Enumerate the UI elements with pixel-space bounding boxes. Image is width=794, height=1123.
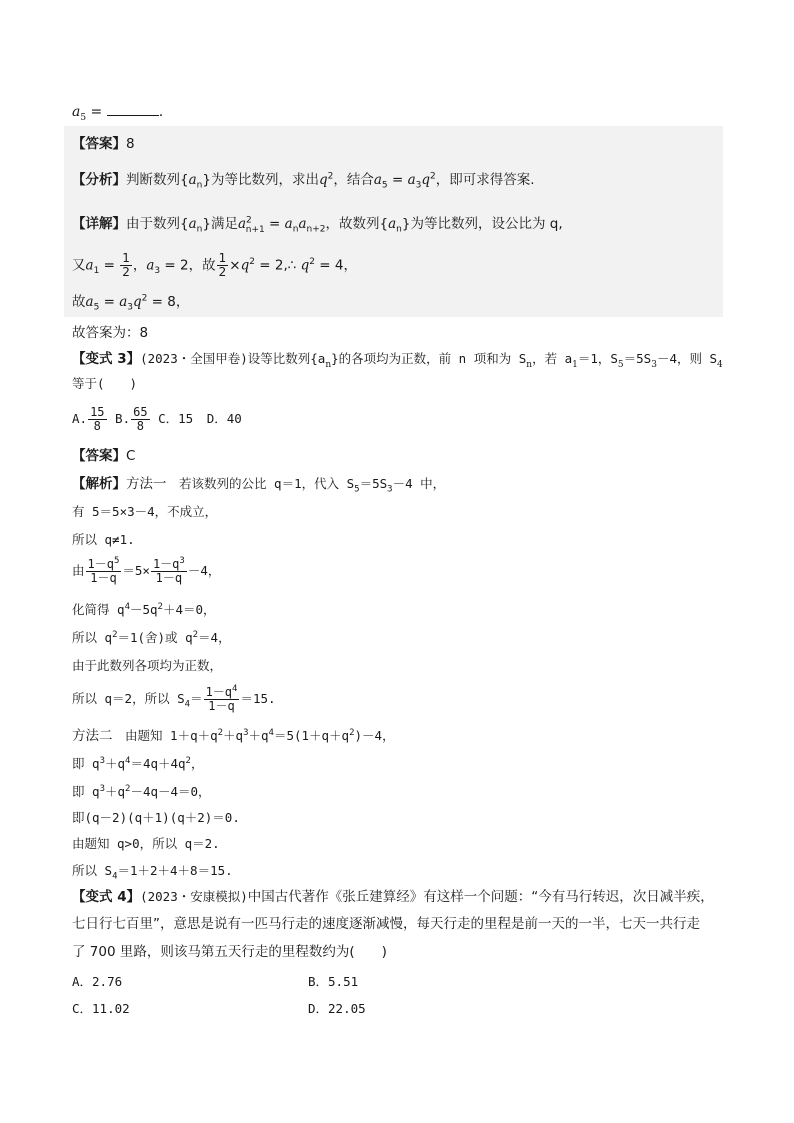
variant3-stem-line1: 【变式 3】(2023・全国甲卷)设等比数列$\{a_n\}$的各项均为正数，前 n 项和为 $S_n$，若 $a_1=1$，$S_5=5S_3-4$，则 $S_4$ — [72, 351, 723, 370]
m1-l3b: ＝5× — [122, 563, 150, 578]
answer-blank — [107, 103, 159, 116]
m1-l4a: 化简得 q — [72, 602, 125, 617]
m2-line2: 即 $q^3+q^2-4q-4=0$， — [72, 783, 211, 799]
v3-stem-2: }的各项均为正数，前 n 项和为 S — [331, 351, 527, 366]
variant3-answer-value: C — [126, 448, 136, 464]
period: . — [158, 104, 164, 120]
m2-l1a: 即 q — [72, 756, 100, 771]
variant4-options-row2 — [72, 999, 366, 1019]
m1-l2: 所以 q≠1. — [72, 532, 135, 547]
m1-l3a: 由 — [72, 563, 85, 578]
m1-line4: 化简得 $q^4-5q^2+4=0$， — [72, 601, 216, 617]
answer-label: 【答案】 — [72, 136, 126, 152]
detail-line3-text: 故 — [72, 294, 86, 310]
m1-l7a: 所以 q＝2，所以 S — [72, 691, 185, 706]
m1-l5b: ＝1(舍)或 q — [117, 630, 193, 645]
v4-option-b: B．5.51 — [308, 974, 359, 989]
v3-stem-4: ＝1，S — [577, 351, 618, 366]
v3-stem-3: ，若 a — [532, 351, 573, 366]
m1-l3c: －4， — [187, 563, 221, 578]
question-tail: $a_5$ = . — [72, 104, 164, 123]
detail-line2-c: ，故 — [188, 257, 216, 274]
variant3-answer-label: 【答案】 — [72, 448, 126, 464]
m2-l0e: )－4， — [354, 728, 395, 743]
option-b-fraction: $\frac{65}{8}$ — [133, 405, 148, 433]
m2-l3: 即(q－2)(q＋1)(q＋2)＝0. — [72, 810, 240, 825]
detail-text-2: 满足 — [210, 216, 238, 232]
equals-sign: = — [90, 104, 103, 120]
v3-stem-5: ＝5S — [623, 351, 652, 366]
m1-l4c: ＋4＝0， — [162, 602, 216, 617]
final-answer-line — [72, 323, 148, 343]
m1-l0b: ＝5S — [359, 476, 388, 491]
v4-option-a: A．2.76 — [72, 974, 123, 989]
variant3-label: 【变式 3】 — [72, 351, 141, 367]
detail-line-3: 故$a_5 = a_3q^2 = 8$， — [72, 293, 190, 313]
m1-line5: 所以 $q^2=1$(舍)或 $q^2=4$， — [72, 629, 231, 645]
m2-l2a: 即 q — [72, 784, 100, 799]
answer-value: 8 — [126, 136, 135, 152]
v3-stem-1: 设等比数列{a — [247, 351, 326, 366]
m2-l0c: ＋q — [248, 728, 269, 743]
m1-line2 — [72, 530, 135, 550]
variant3-stem-line2 — [72, 374, 137, 394]
variant3-source: (2023・全国甲卷) — [140, 351, 248, 366]
variant3-answer — [72, 446, 135, 466]
m1-l1: 有 5＝5×3－4，不成立， — [72, 504, 218, 519]
m2-l5b: ＝1＋2＋4＋8＝15. — [117, 863, 233, 878]
fraction-q4: $\frac{1-q^4}{1-q}$ — [205, 684, 238, 713]
m2-l1b: ＋q — [104, 756, 126, 771]
m2-l0a: 由题知 1＋q＋q — [125, 728, 218, 743]
variant4-stem-line2 — [72, 914, 700, 934]
method1-title: 方法一 — [126, 476, 167, 492]
v4-stem-l1: 中国古代著作《张丘建算经》有这样一个问题：“今有马行转迟，次日减半疾， — [247, 889, 714, 905]
detail-label: 【详解】 — [72, 216, 126, 232]
m1-line3 — [72, 556, 220, 586]
m2-line5: 所以 $S_4=1+2+4+8=15$. — [72, 863, 233, 882]
m2-line4 — [72, 834, 220, 854]
analysis-text-1: 判断数列 — [126, 172, 180, 188]
m1-l0: 若该数列的公比 q＝1，代入 S — [179, 476, 355, 491]
detail-text-3: ，故数列 — [325, 216, 380, 232]
m2-l1c: ＝4q＋4q — [130, 756, 186, 771]
analysis-text-2: 为等比数列，求出 — [210, 172, 319, 188]
m1-line1 — [72, 502, 217, 522]
fraction-q3: $\frac{1-q^3}{1-q}$ — [152, 556, 185, 585]
m1-line0: 【解析】方法一 若该数列的公比 q＝1，代入 $S_5=5S_3-4$ 中， — [72, 476, 446, 495]
variant3-options — [72, 404, 242, 434]
detail-line-2: 又$a_1$ = $\frac{1}{2}$ ，$a_3 = 2$，故 $\frac{1}{2}$ $\times q^2$ = 2,∴ $q^2 = 4$， — [72, 251, 357, 279]
m1-l7b: ＝ — [190, 691, 203, 706]
analysis-label: 【分析】 — [72, 172, 126, 188]
method2-title: 方法二 — [72, 728, 113, 744]
detail-line2-d: ， — [343, 257, 357, 274]
m2-l0d: ＝5(1＋q＋q — [273, 728, 350, 743]
m1-line7: 所以 q＝2，所以 $S_4=$ $\frac{1-q^4}{1-q}$ ＝15. — [72, 684, 276, 713]
m2-l0b: ＋q — [223, 728, 244, 743]
v4-stem-l2: 七日行七百里”，意思是说有一匹马行走的速度逐渐减慢，每天行走的里程是前一天的一半，七天一共行走 — [72, 916, 700, 932]
analysis-line: 【分析】判断数列$\{a_n\}$为等比数列，求出$q^2$，结合$a_5 = a_3q^2$，即可求得答案. — [72, 171, 535, 191]
detail-line3-end: ， — [175, 294, 190, 310]
fraction-one-half-2: $\frac{1}{2}$ — [218, 251, 227, 279]
m2-l1d: ， — [190, 756, 204, 771]
option-a-fraction: $\frac{15}{8}$ — [90, 405, 105, 433]
option-c: C．15 — [158, 411, 194, 426]
fraction-one-half: $\frac{1}{2}$ — [122, 251, 130, 279]
v3-stem-6: －4，则 S — [656, 351, 718, 366]
variant4-options-row1 — [72, 972, 359, 992]
v4-option-c: C．11.02 — [72, 1001, 130, 1016]
option-a-label: A. — [72, 411, 88, 426]
option-d: D．40 — [206, 411, 242, 426]
detail-text-4: 为等比数列，设公比为 q, — [410, 216, 563, 232]
m2-line3 — [72, 808, 240, 828]
v4-stem-l3: 了 700 里路，则该马第五天行走的里程数约为( ) — [72, 944, 387, 960]
detail-line-1: 【详解】由于数列$\{a_n\}$满足$a^2_{n+1} = a_na_{n+2}$，故数列$\{a_n\}$为等比数列，设公比为 q, — [72, 215, 563, 235]
variant4-stem-line1 — [72, 887, 714, 907]
m1-l7c: ＝15. — [240, 691, 276, 706]
m1-l5c: ＝4， — [198, 630, 231, 645]
m1-l4b: －5q — [129, 602, 158, 617]
m2-line1: 即 $q^3+q^4=4q+4q^2$， — [72, 755, 204, 771]
detail-line2-b: ， — [132, 257, 147, 274]
analysis-text-4: ，即可求得答案. — [435, 172, 535, 188]
detail-text-1: 由于数列 — [126, 216, 180, 232]
solution-label: 【解析】 — [72, 476, 126, 492]
analysis-text-3: ，结合 — [333, 172, 374, 188]
m1-l5a: 所以 q — [72, 630, 113, 645]
m1-line6 — [72, 656, 222, 676]
option-b-label: B. — [115, 411, 131, 426]
detail-line2-a: 又 — [72, 257, 86, 274]
m2-line0: 方法二 由题知 $1+q+q^2+q^3+q^4=5(1+q+q^2)-4$， — [72, 727, 395, 744]
variant4-source: (2023・安康模拟) — [140, 889, 248, 904]
fraction-q5: $\frac{1-q^5}{1-q}$ — [87, 556, 120, 585]
v3-stem-7: 等于( ) — [72, 376, 138, 391]
final-answer-text: 故答案为：8 — [72, 325, 149, 341]
m2-l5a: 所以 S — [72, 863, 113, 878]
variant4-stem-line3 — [72, 942, 387, 962]
variant4-label: 【变式 4】 — [72, 889, 141, 905]
m2-l2c: －4q－4＝0， — [130, 784, 211, 799]
m1-l0c: －4 中， — [392, 476, 446, 491]
answer-line-1 — [72, 134, 135, 154]
m1-l6: 由于此数列各项均为正数， — [72, 658, 223, 673]
v4-option-d: D．22.05 — [308, 1001, 366, 1016]
m2-l2b: ＋q — [104, 784, 126, 799]
m2-l4: 由题知 q>0，所以 q＝2. — [72, 836, 220, 851]
